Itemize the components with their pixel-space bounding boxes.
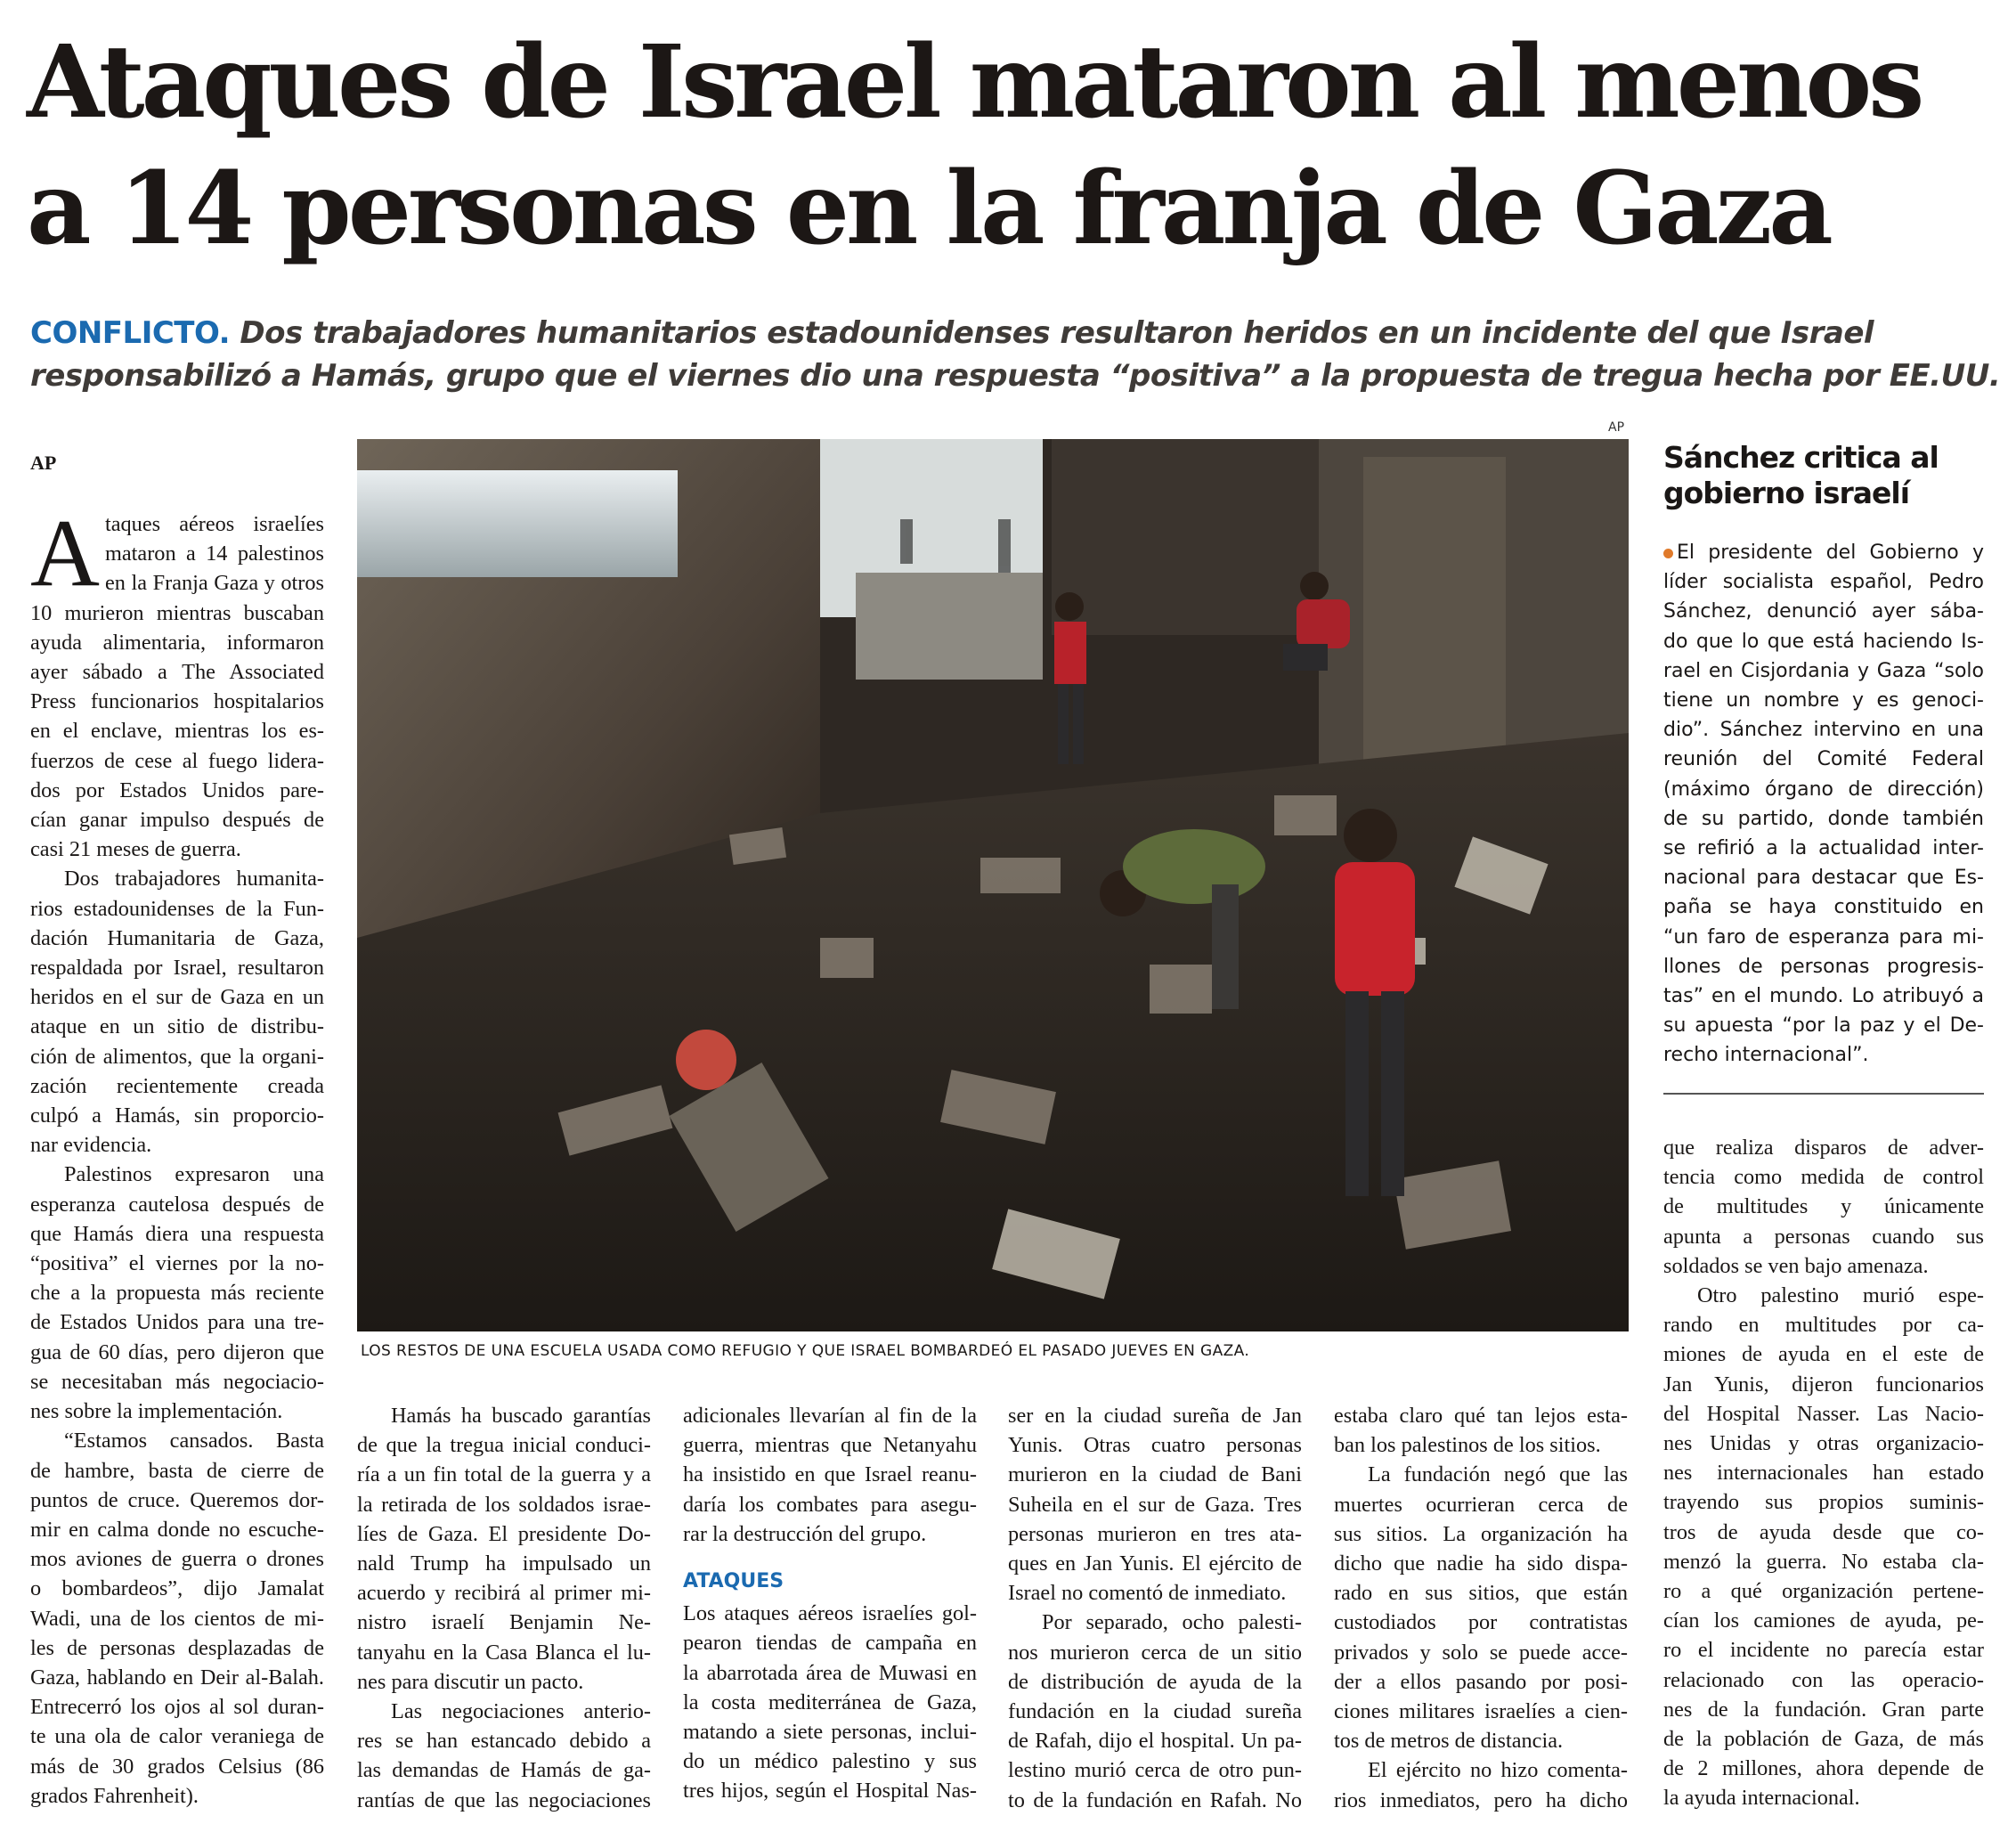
text-line: del Hospital Nasser. Las Nacio- [1663,1401,1984,1426]
text-line: esperanza cautelosa después de [30,1192,324,1217]
text-line: mos aviones de guerra o drones [30,1547,324,1572]
text-line: de que la tregua inicial conduci- [357,1433,651,1458]
text-line: nistro israelí Benjamin Ne- [357,1610,651,1635]
text-line: dos por Estados Unidos pare- [30,778,324,802]
text-line: 10 murieron mientras buscaban [30,600,324,625]
sidebar-title-line-1: Sánchez critica al [1663,440,1939,475]
text-line: El ejército no hizo comenta- [1368,1758,1628,1783]
text-line: Por separado, ocho palesti- [1042,1610,1302,1635]
text-line: gua de 60 días, pero dijeron que [30,1340,324,1364]
sidebar-bottom-rule [1663,1093,1984,1095]
text-line: Wadi, una de los cientos de mi- [30,1606,324,1631]
sidebar-lines [1663,567,1984,1070]
text-line: puntos de cruce. Queremos dor- [30,1487,324,1512]
drop-cap: A [30,501,100,607]
text-line: de Estados Unidos para una tre- [30,1310,324,1335]
text-line: Palestinos expresaron una [64,1162,324,1187]
photo-caption: LOS RESTOS DE UNA ESCUELA USADA COMO REFUGIO Y QUE ISRAEL BOMBARDEÓ EL PASADO JUEVES EN GAZA. [361,1342,1250,1360]
paragraph [357,1401,651,1697]
text-line: recho internacional”. [1663,1044,1869,1067]
text-line: de hambre, basta de cierre de [30,1458,324,1483]
text-line: privados y solo se puede acce- [1334,1640,1628,1665]
text-line: ro a qué organización pertene- [1663,1579,1984,1604]
text-line: Entrecerró los ojos al sol duran- [30,1695,324,1720]
text-line: Dos trabajadores humanita- [64,867,324,892]
text-line: estaba claro qué tan lejos esta- [1334,1404,1628,1428]
text-line: menzó la guerra. No estaba cla- [1663,1549,1984,1574]
text-line: Israel no comentó de inmediato. [1008,1581,1287,1606]
text-line: ques en Jan Yunis. El ejército de [1008,1551,1302,1576]
text-line: nald Trump ha impulsado un [357,1551,651,1576]
text-line: matando a siete personas, inclui- [683,1720,977,1745]
text-line: tas” en el mundo. Lo atribuyó a [1663,985,1984,1008]
paragraph [1663,1281,1984,1813]
deck [30,312,2001,397]
text-line: les de personas desplazadas de [30,1635,324,1660]
deck-text-1: Dos trabajadores humanitarios estadounidenses resultaron heridos en un incidente del que Israel [240,315,1874,351]
text-line: ha insistido en que Israel reanu- [683,1462,977,1487]
text-line: sus sitios. La organización ha [1334,1521,1628,1546]
text-line: ayer sábado a The Associated [30,660,324,685]
paragraph [683,1401,977,1549]
text-line: do que lo que está haciendo Is- [1663,630,1984,653]
bullet-icon [1663,549,1673,558]
article-column-5 [1334,1401,1628,1815]
sidebar-title [1663,440,1984,511]
text-line: ción de alimentos, que la organi- [30,1044,324,1069]
paragraph [30,1160,324,1426]
text-line: dación Humanitaria de Gaza, [30,925,324,950]
text-line: muertes ocurrieran cerca de [1334,1492,1628,1517]
sidebar-title-line-2: gobierno israelí [1663,476,1910,510]
photo-credit: AP [1608,420,1625,435]
text-line: tros de ayuda desde que co- [1663,1519,1984,1544]
text-line: tos de metros de distancia. [1334,1729,1564,1754]
text-line: fundación en la ciudad sureña [1008,1699,1302,1724]
text-line: reunión del Comité Federal [1663,748,1984,771]
article-column-1 [30,501,324,1811]
paragraph [1663,1133,1984,1281]
text-line: rado en sus sitios, que están [1334,1581,1628,1606]
text-line: ataque en un sitio de distribu- [30,1014,324,1039]
sidebar-line-text: El presidente del Gobierno y [1677,542,1984,564]
text-line: dio”. Sánchez intervino en una [1663,719,1984,742]
text-line: de distribución de ayuda de la [1008,1669,1302,1694]
text-line: daría los combates para asegu- [683,1492,977,1517]
text-line: llones de personas progresis- [1663,955,1984,978]
text-line: la costa mediterránea de Gaza, [683,1690,977,1714]
text-line: ser en la ciudad sureña de Jan [1008,1404,1302,1428]
paragraph [683,1599,977,1805]
text-line: cían los camiones de ayuda, pe- [1663,1608,1984,1633]
text-line: (máximo órgano de dirección) [1663,778,1984,801]
text-line: personas murieron en tres ata- [1008,1521,1302,1546]
text-line: casi 21 meses de guerra. [30,837,241,862]
text-line: miones de ayuda en el este de [1663,1342,1984,1367]
text-line: se refirió a la actualidad inter- [1663,837,1984,860]
text-line: en el enclave, mientras los es- [30,719,324,744]
deck-line-2: responsabilizó a Hamás, grupo que el viernes dio una respuesta “positiva” a la propuesta de tregua hecha por EE.UU. [30,358,2001,394]
text-line: de 2 millones, ahora depende de [1663,1756,1984,1781]
article-column-6 [1663,1133,1984,1813]
text-line: nes para discutir un pacto. [357,1669,584,1694]
headline [27,20,1995,273]
text-line: zación recientemente creada [30,1073,324,1098]
text-line: que realiza disparos de adver- [1663,1136,1984,1160]
text-line: rios estadounidenses de la Fun- [30,896,324,921]
text-line: guerra, mientras que Netanyahu [683,1433,977,1458]
text-line: que Hamás diera una respuesta [30,1221,324,1246]
text-line: rael en Cisjordania y Gaza “solo [1663,659,1984,682]
text-line: ciones militares israelíes a cien- [1334,1699,1628,1724]
news-photo [357,439,1629,1331]
text-line: de Rafah, dijo el hospital. Un pa- [1008,1729,1302,1754]
paragraph [30,1426,324,1811]
text-line: ría a un fin total de la guerra y a [357,1462,651,1487]
text-line: nes de la fundación. Gran parte [1663,1697,1984,1722]
text-line: rantías de que las negociaciones [357,1787,651,1812]
text-line: de multitudes y únicamente [1663,1194,1984,1219]
headline-line-2: a 14 personas en la franja de Gaza [27,151,1830,267]
text-line: mataron a 14 palestinos [105,542,324,566]
text-line: ban los palestinos de los sitios. [1334,1433,1601,1458]
sidebar-first-line [1663,538,1984,567]
text-line: der a ellos pasando por posi- [1334,1669,1628,1694]
text-line: “un faro de esperanza para mi- [1663,925,1984,949]
text-line: te una ola de calor veraniega de [30,1724,324,1749]
text-line: Jan Yunis, dijeron funcionarios [1663,1372,1984,1396]
text-line: ro el incidente no parecía estar [1663,1638,1984,1663]
paragraph [357,1697,651,1815]
text-line: líes de Gaza. El presidente Do- [357,1521,651,1546]
deck-kicker: CONFLICTO. [30,315,231,351]
text-line: Las negociaciones anterio- [391,1699,651,1724]
text-line: murieron en la ciudad de Bani [1008,1462,1302,1487]
text-line: Los ataques aéreos israelíes gol- [683,1601,977,1626]
text-line: ayuda alimentaria, informaron [30,630,324,655]
text-line: lestino murió cerca de otro pun- [1008,1758,1302,1783]
text-line: “Estamos cansados. Basta [64,1429,324,1454]
text-line: líder socialista español, Pedro [1663,571,1984,594]
text-line: nar evidencia. [30,1133,152,1158]
text-line: su apuesta “por la paz y el De- [1663,1014,1984,1038]
article-column-4 [1008,1401,1302,1815]
text-line: che a la propuesta más reciente [30,1281,324,1306]
text-line: nes internacionales han estado [1663,1461,1984,1486]
lead-paragraph-rest [30,598,324,865]
text-line: nes Unidas y otras organizacio- [1663,1431,1984,1456]
photo-illustration [357,439,1629,1331]
text-line: trayendo sus propios suminis- [1663,1490,1984,1515]
text-line: la ayuda internacional. [1663,1786,1860,1811]
text-line: nes sobre la implementación. [30,1399,283,1424]
lead-paragraph [30,501,324,864]
text-line: do un médico palestino y sus [683,1749,977,1774]
text-line: se necesitaban más negociacio- [30,1369,324,1394]
text-line: o bombardeos”, dijo Jamalat [30,1576,324,1601]
text-line: nos murieron cerca de un sitio [1008,1640,1302,1665]
headline-line-1: Ataques de Israel mataron al menos [27,24,1922,141]
text-line: grados Fahrenheit). [30,1783,199,1808]
text-line: pearon tiendas de campaña en [683,1631,977,1656]
text-line: to de la fundación en Rafah. No [1008,1787,1302,1812]
text-line: Press funcionarios hospitalarios [30,689,324,714]
article-column-2 [357,1401,651,1815]
paragraph [30,864,324,1160]
paragraph [1334,1460,1628,1755]
text-line: cían ganar impulso después de [30,808,324,833]
text-line: de la población de Gaza, de más [1663,1727,1984,1752]
text-line: Otro palestino murió espe- [1697,1283,1984,1308]
text-line: de su partido, donde también [1663,807,1984,830]
text-line: tiene un nombre y es genoci- [1663,689,1984,712]
paragraph [1334,1401,1628,1460]
text-line: tencia como medida de control [1663,1165,1984,1190]
text-line: la retirada de los soldados israe- [357,1492,651,1517]
text-line: rar la destrucción del grupo. [683,1521,927,1546]
text-line: mir en calma donde no escuche- [30,1517,324,1542]
paragraph [1008,1608,1302,1814]
text-line: acuerdo y recibirá al primer mi- [357,1581,651,1606]
text-line: res se han estancado debido a [357,1729,651,1754]
text-line: tanyahu en la Casa Blanca el lu- [357,1640,651,1665]
text-line: “positiva” el viernes por la no- [30,1251,324,1276]
text-line: Gaza, hablando en Deir al-Balah. [30,1665,324,1690]
text-line: dicho que nadie ha sido dispa- [1334,1551,1628,1576]
text-line: relacionado con las operacio- [1663,1667,1984,1692]
text-line: tres hijos, según el Hospital Nas- [683,1779,977,1804]
paragraph [1334,1755,1628,1814]
text-line: las demandas de Hamás de ga- [357,1758,651,1783]
text-line: culpó a Hamás, sin proporcio- [30,1103,324,1128]
text-line: Sánchez, denunció ayer sába- [1663,600,1984,623]
text-line: soldados se ven bajo amenaza. [1663,1253,1929,1278]
sidebar-body [1663,538,1984,1071]
text-line: Hamás ha buscado garantías [391,1404,651,1428]
text-line: nacional para destacar que Es- [1663,867,1984,890]
text-line: adicionales llevarían al fin de la [683,1404,977,1428]
text-line: la abarrotada área de Muwasi en [683,1660,977,1685]
text-line: en la Franja Gaza y otros [105,571,324,596]
text-line: rando en multitudes por ca- [1663,1313,1984,1338]
text-line: heridos en el sur de Gaza en un [30,985,324,1010]
text-line: custodiados por contratistas [1334,1610,1628,1635]
text-line: Suheila en el sur de Gaza. Tres [1008,1492,1302,1517]
byline: AP [30,452,57,474]
text-line: La fundación negó que las [1368,1462,1628,1487]
paragraph [1008,1401,1302,1608]
text-line: apunta a personas cuando sus [1663,1224,1984,1249]
text-line: taques aéreos israelíes [105,512,324,536]
text-line: más de 30 grados Celsius (86 [30,1754,324,1779]
text-line: fuerzos de cese al fuego lidera- [30,748,324,773]
article-column-3 [683,1401,977,1806]
text-line: Yunis. Otras cuatro personas [1008,1433,1302,1458]
text-line: rios inmediatos, pero ha dicho [1334,1787,1628,1812]
text-line: paña se haya constituido en [1663,896,1984,919]
section-subhead: ATAQUES [683,1570,784,1593]
text-line: respaldada por Israel, resultaron [30,956,324,981]
deck-line-1 [30,312,1989,354]
